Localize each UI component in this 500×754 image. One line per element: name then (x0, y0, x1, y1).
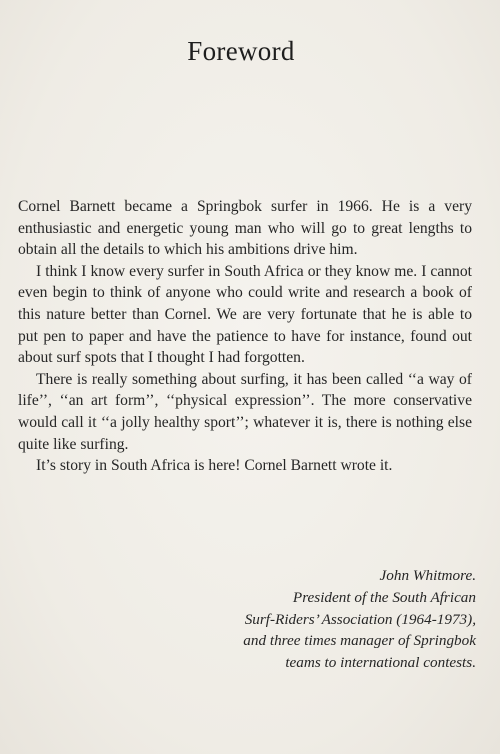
page-title: Foreword (187, 36, 295, 66)
signature-line-1: President of the South African (292, 588, 476, 606)
signature-line-3: and three times manager of Springbok (243, 632, 476, 650)
signature-block (176, 565, 476, 674)
signature-line-4: teams to international contests. (285, 654, 476, 672)
foreword-body (18, 196, 472, 477)
paragraph-3: There is really something about surfing, it has been called ‘‘a way of life’’, ‘‘an art form’’, ‘‘physical expression’’. The more conservative would call it ‘‘a jolly healthy sport’’; whatever it is, there is nothing else quite like surfing. (18, 370, 472, 453)
signature-line-2: Surf-Riders’ Association (1964-1973), (244, 610, 476, 628)
paragraph-1: Cornel Barnett became a Springbok surfer in 1966. He is a very enthusiastic and energetic young man who will go to great lengths to obtain all the details to which his ambitions drive him. (18, 198, 472, 259)
signature-name: John Whitmore. (379, 567, 476, 584)
paragraph-4: It’s story in South Africa is here! Cornel Barnett wrote it. (36, 457, 393, 475)
paragraph-2: I think I know every surfer in South Africa or they know me. I cannot even begin to think of anyone who could write and research a book of this nature better than Cornel. We are very fortunate that he is able to put pen to paper and have the patience to have for instance, found out about surf spots that I thought I had forgotten. (18, 262, 472, 367)
